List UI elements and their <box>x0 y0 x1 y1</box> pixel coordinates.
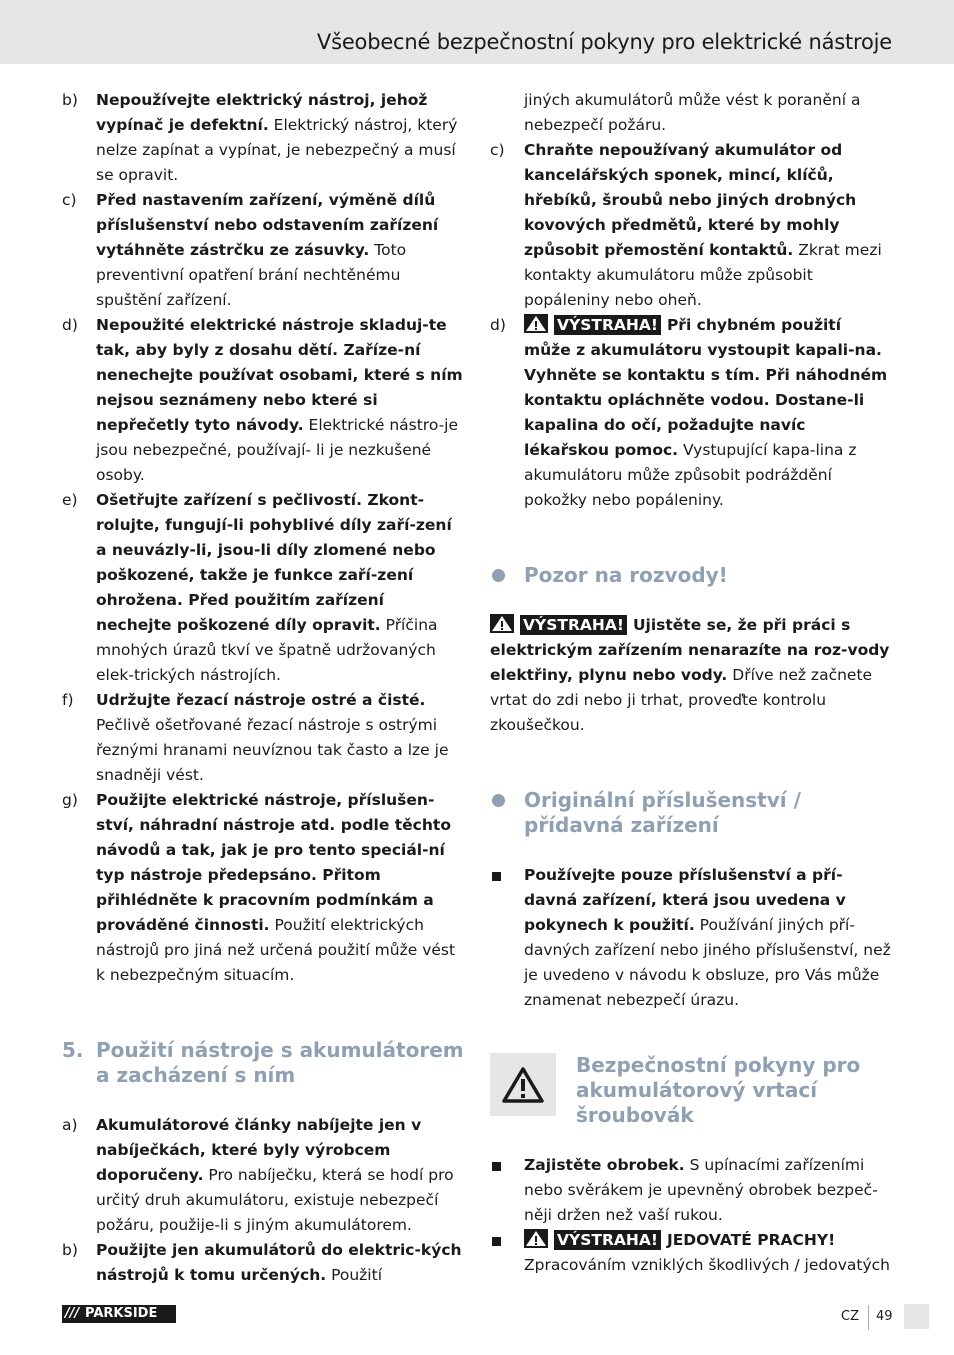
item-text: Pečlivě ošetřované řezací nástroje s ostrými řeznými hranami neuvíznou tak často a lze je snadněji vést. <box>96 716 449 784</box>
page-header-title: Všeobecné bezpečnostní pokyny pro elektrické nástroje <box>316 30 892 54</box>
item-text: jiných akumulátorů může vést k poranění a nebezpečí požáru. <box>524 91 861 134</box>
warning-badge: VÝSTRAHA! <box>554 1230 661 1250</box>
section-title: Pozor na rozvody! <box>524 563 728 587</box>
list-item <box>62 1238 464 1288</box>
brand-name: PARKSIDE <box>85 1306 158 1321</box>
item-bold-text: Nepoužité elektrické nástroje skladuj-te tak, aby byly z dosahu dětí. Zaříze-ní nenechejte používat osobami, které s ním nejsou seznámeny nebo které si nepřečetly tyto návody. <box>96 316 463 434</box>
list-item <box>62 88 464 188</box>
left-column <box>62 88 464 1288</box>
item-text: Použití elektrických nástrojů pro jiná než určená použití může vést k nebezpečným situacím. <box>96 916 456 984</box>
item-text: Příčina mnohých úrazů tkví ve špatně udržovaných elek-trických nástrojích. <box>96 616 438 684</box>
list-item <box>62 1113 464 1238</box>
item-text: Elektrické nástro-je jsou nebezpečné, používají- li je nezkušené osoby. <box>96 416 459 484</box>
section-number: 5. <box>62 1038 84 1062</box>
warning-badge: VÝSTRAHA! <box>520 615 627 635</box>
item-bold-text: JEDOVATÉ PRACHY! <box>666 1231 836 1249</box>
list-item <box>62 188 464 313</box>
item-bold-text: Používejte pouze příslušenství a pří-davná zařízení, která jsou uvedena v pokynech k použití. <box>524 866 846 934</box>
list-item <box>62 488 464 688</box>
right-column <box>490 88 892 1278</box>
list-item <box>490 1153 892 1228</box>
item-bold-text: Udržujte řezací nástroje ostré a čisté. <box>96 691 426 709</box>
item-marker: d) <box>490 316 506 334</box>
section-title: Originální příslušenství / přídavná zařízení <box>524 788 801 837</box>
paragraph-text: Dříve než začnete vrtat do zdi nebo ji trhat, proveďte kontrolu zkoušečkou. <box>490 666 873 734</box>
square-bullet-icon <box>492 872 501 881</box>
item-marker: g) <box>62 791 78 809</box>
item-text: Zkrat mezi kontakty akumulátoru může způsobit popáleniny nebo oheň. <box>524 241 882 309</box>
list-item <box>490 1228 892 1278</box>
list-item <box>490 863 892 1013</box>
list-item <box>62 313 464 488</box>
warning-box <box>490 1053 556 1116</box>
warning-triangle-icon <box>524 314 548 333</box>
item-text: Zpracováním vzniklých škodlivých / jedovatých <box>524 1256 890 1274</box>
logo-stripes: /// <box>65 1306 80 1321</box>
section-bullet-icon <box>492 569 505 582</box>
item-marker: e) <box>62 491 78 509</box>
item-bold-text: Zajistěte obrobek. <box>524 1156 685 1174</box>
section-title: Bezpečnostní pokyny pro akumulátorový vrtací šroubovák <box>576 1053 861 1127</box>
item-marker: f) <box>62 691 74 709</box>
warning-triangle-icon <box>490 614 514 633</box>
section-heading-rozvody <box>490 563 892 588</box>
item-bold-text: Ošetřujte zařízení s pečlivostí. Zkont-rolujte, fungují-li pohyblivé díly zaří-zení a neuvázly-li, jsou-li díly zlomené nebo poškozené, takže je funkce zaří-zení ohrožena. Před použitím zařízení nechejte poškozené díly opravit. <box>96 491 452 634</box>
item-marker: b) <box>62 1241 78 1259</box>
item-text: Elektrický nástroj, který nelze zapínat a vypínat, je nebezpečný a musí se opravit. <box>96 116 458 184</box>
continued-text <box>490 88 892 138</box>
warning-triangle-icon <box>524 1229 548 1248</box>
item-text: Použití <box>326 1266 382 1284</box>
header-bar <box>0 0 954 64</box>
list-item <box>490 138 892 313</box>
language-code: CZ <box>841 1309 859 1324</box>
page-number: 49 <box>876 1309 893 1324</box>
warning-badge: VÝSTRAHA! <box>554 315 661 335</box>
item-bold-text: Při chybném použití může z akumulátoru vystoupit kapali-na. Vyhněte se kontaktu s tím. Při náhodném kontaktu opláchněte vodou. Dostane-li kapalina do očí, požadujte navíc lékařskou pomoc. <box>524 316 888 459</box>
item-bold-text: Chraňte nepoužívaný akumulátor od kancelářských sponek, mincí, klíčů, hřebíků, šroubů nebo jiných drobných kovových předmětů, které by mohly způsobit přemostění kontaktů. <box>524 141 857 259</box>
item-marker: c) <box>62 191 77 209</box>
section-title: Použití nástroje s akumulátorem a zacházení s ním <box>96 1038 464 1087</box>
item-marker: a) <box>62 1116 78 1134</box>
section-heading-original <box>490 788 892 838</box>
list-item <box>490 313 892 513</box>
item-text: Pro nabíječku, která se hodí pro určitý druh akumulátoru, existuje nebezpečí požáru, použije-li s jiným akumulátorem. <box>96 1166 454 1234</box>
item-text: S upínacími zařízeními nebo svěrákem je upevněný obrobek bezpeč-něji držen než vaší rukou. <box>524 1156 878 1224</box>
item-text: Toto preventivní opatření brání nechtěnému spuštění zařízení. <box>96 241 407 309</box>
item-marker: c) <box>490 141 505 159</box>
square-bullet-icon <box>492 1162 501 1171</box>
list-item <box>62 688 464 788</box>
item-bold-text: Nepoužívejte elektrický nástroj, jehož vypínač je defektní. <box>96 91 428 134</box>
section-bullet-icon <box>492 794 505 807</box>
square-bullet-icon <box>492 1237 501 1246</box>
item-bold-text: Akumulátorové články nabíjejte jen v nabíječkách, které byly výrobcem doporučeny. <box>96 1116 422 1184</box>
item-text: Vystupující kapa-lina z akumulátoru může způsobit podráždění pokožky nebo popáleniny. <box>524 441 857 509</box>
warning-paragraph <box>490 613 892 738</box>
footer-divider <box>868 1305 869 1330</box>
paragraph-bold-text: Ujistěte se, že při práci s elektrickým zařízením nenarazíte na roz-vody elektřiny, plynu nebo vody. <box>490 616 890 684</box>
warning-triangle-icon <box>501 1066 545 1104</box>
item-bold-text: Použijte jen akumulátorů do elektric-kých nástrojů k tomu určených. <box>96 1241 462 1284</box>
item-bold-text: Před nastavením zařízení, výměně dílů příslušenství nebo odstavením zařízení vytáhněte zástrčku ze zásuvky. <box>96 191 439 259</box>
item-marker: d) <box>62 316 78 334</box>
item-bold-text: Použijte elektrické nástroje, příslušen-ství, náhradní nástroje atd. podle těchto návodů a tak, jak je pro tento speciál-ní typ nástroje předepsáno. Přitom přihlédněte k pracovním podmínkám a prováděné činnosti. <box>96 791 451 934</box>
list-item <box>62 788 464 988</box>
item-marker: b) <box>62 91 78 109</box>
brand-logo <box>62 1305 176 1323</box>
item-text: Používání jiných pří-davných zařízení nebo jiného příslušenství, než je uvedeno v návodu k obsluze, pro Vás může znamenat nebezpečí úrazu. <box>524 916 891 1009</box>
section-5-heading <box>62 1038 464 1088</box>
footer-box <box>904 1304 929 1329</box>
section-heading-vrtaci <box>490 1053 892 1128</box>
